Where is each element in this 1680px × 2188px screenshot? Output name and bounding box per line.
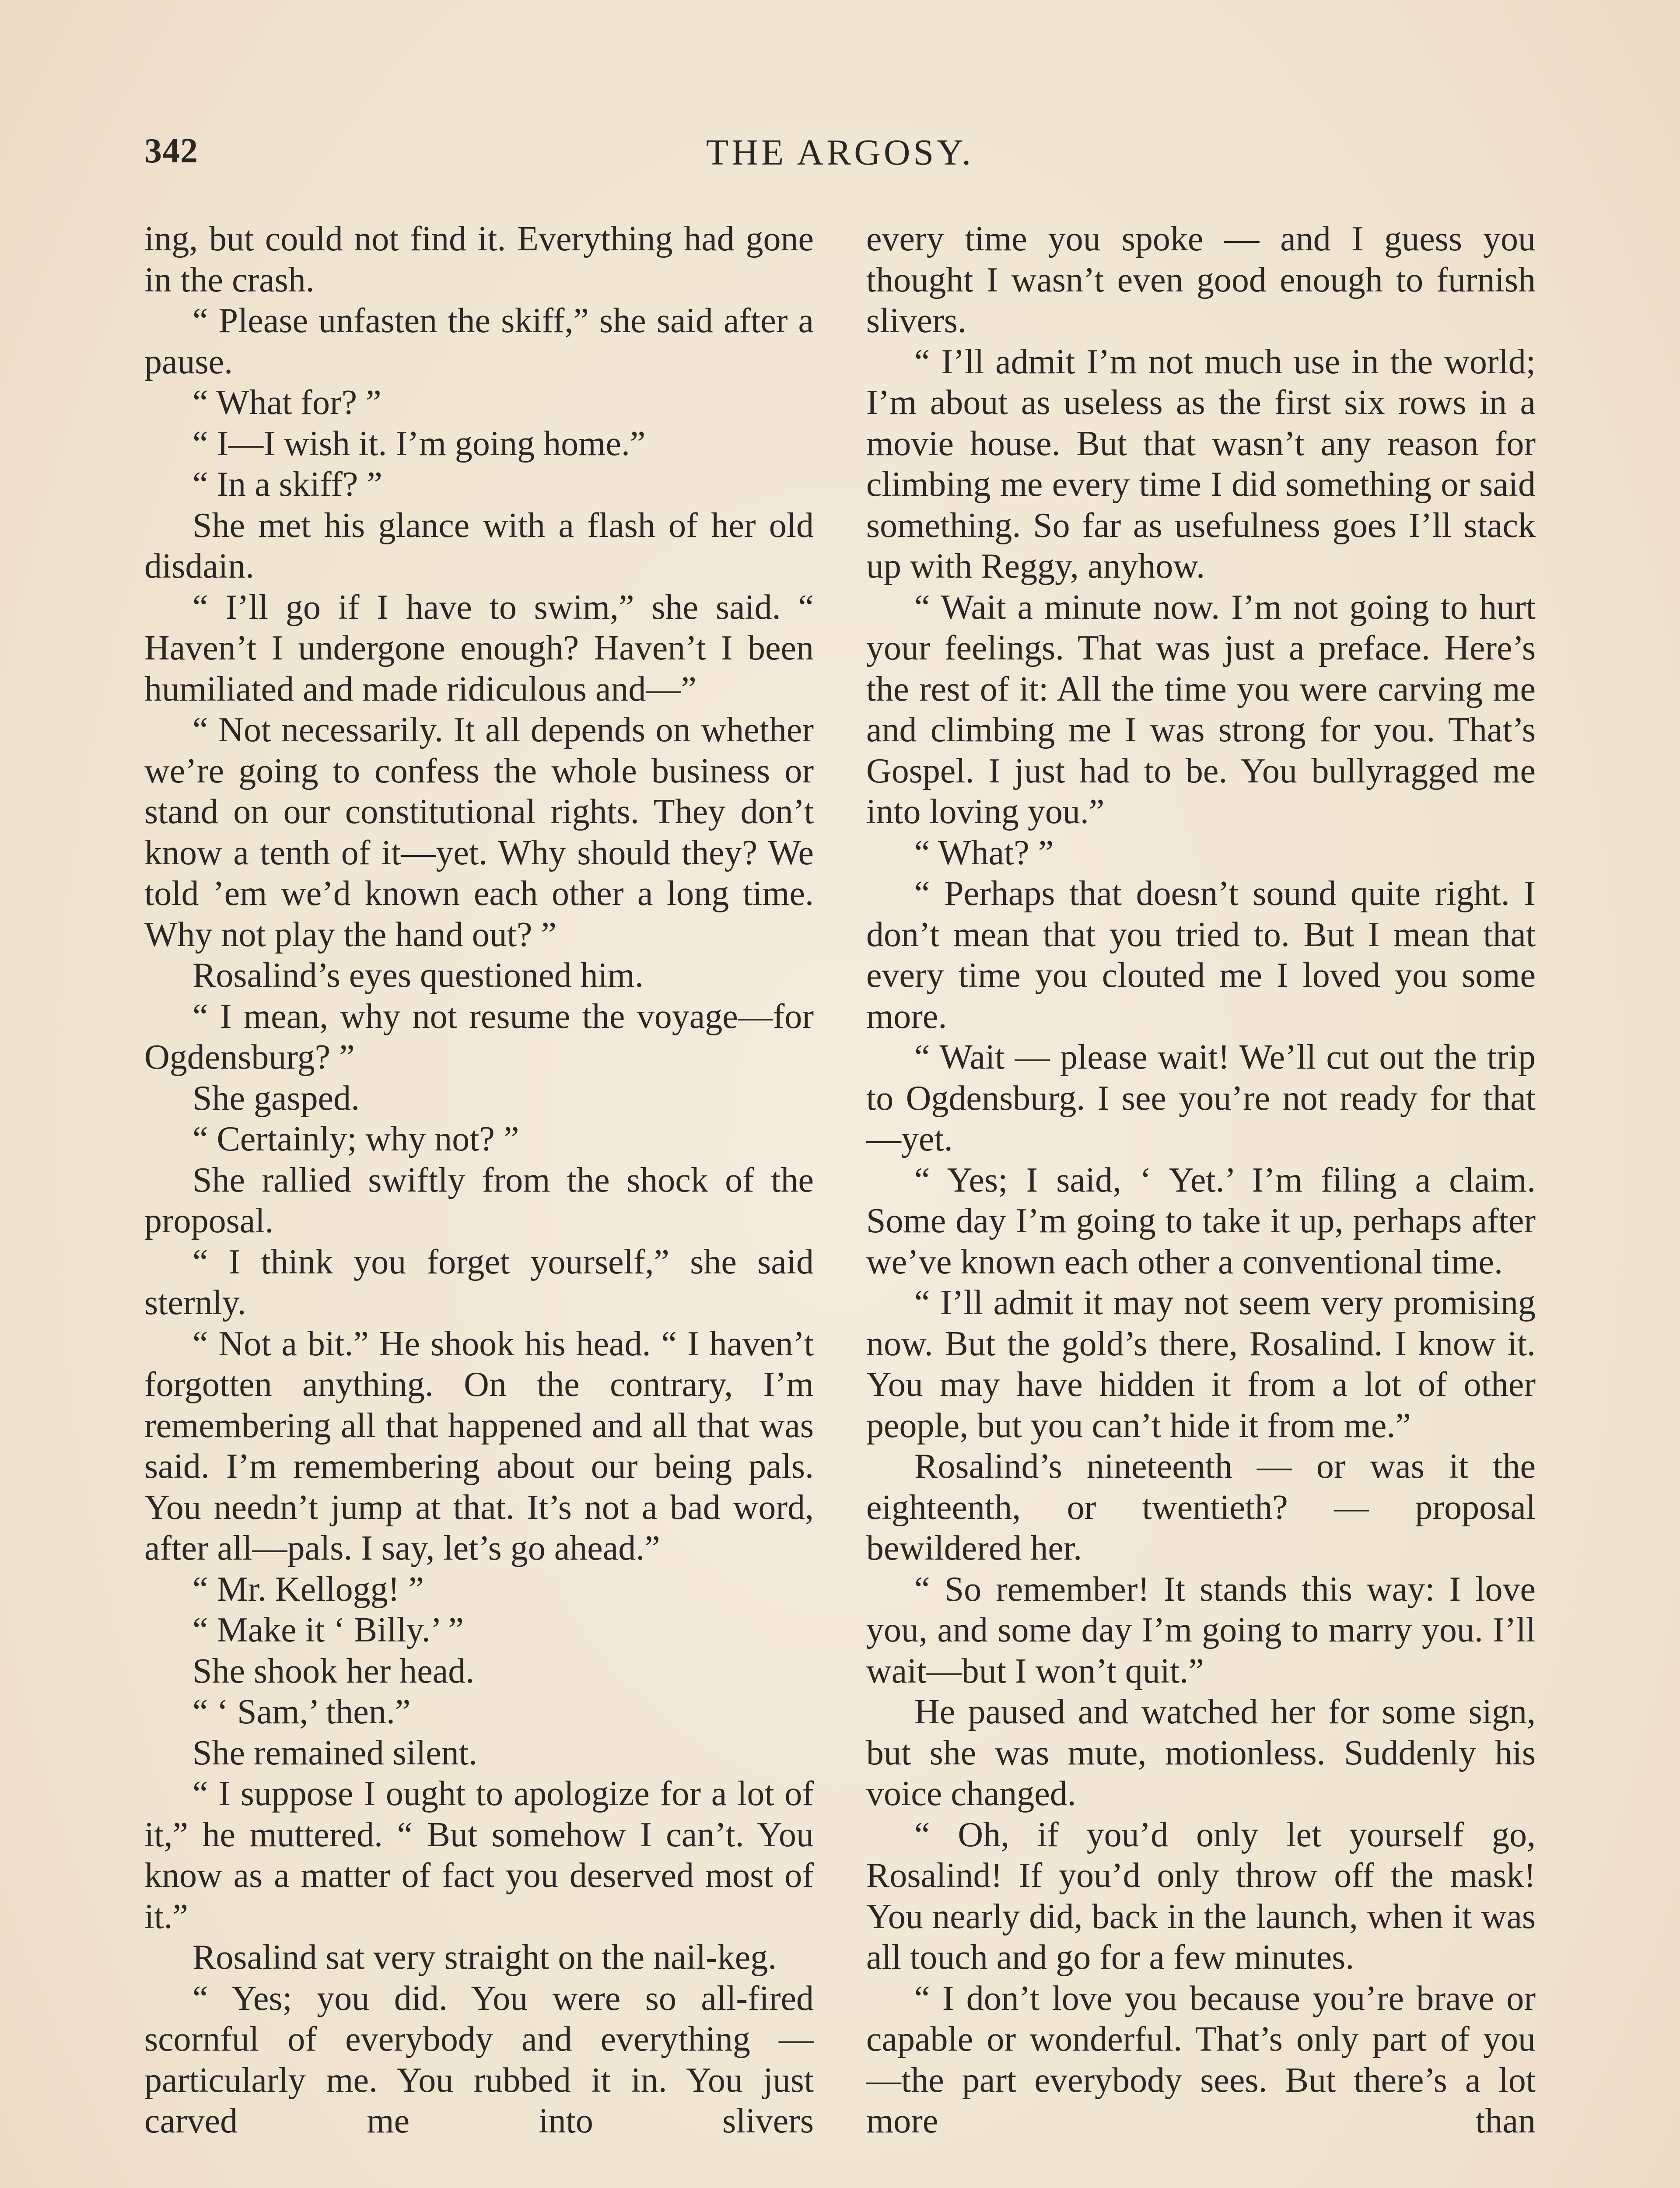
paragraph: “ Certainly; why not? ” <box>192 1120 519 1158</box>
paragraph: “ I think you forget yourself,” she said sternly. <box>144 1242 814 1322</box>
paragraph: “ Mr. Kellogg! ” <box>192 1570 424 1609</box>
paragraph: She shook her head. <box>192 1652 475 1690</box>
paragraph: “ I—I wish it. I’m going home.” <box>192 424 646 463</box>
paragraph: “ Please unfasten the skiff,” she said after a pause. <box>144 302 814 381</box>
paragraph: “ I’ll admit I’m not much use in the world; I’m about as useless as the first six rows in a movie house. But that wasn’t any reason for climbing me every time I did something or said something. So far as usefulness goes I’ll stack up with Reggy, anyhow. <box>866 342 1536 586</box>
paragraph: She rallied swiftly from the shock of the proposal. <box>144 1161 814 1240</box>
paragraph: He paused and watched her for some sign, but she was mute, motionless. Suddenly his voice changed. <box>866 1693 1536 1813</box>
paragraph: ing, but could not find it. Everything had gone in the crash. <box>144 220 814 299</box>
paragraph: “ I’ll go if I have to swim,” she said. “ Haven’t I undergone enough? Haven’t I been humiliated and made ridiculous and—” <box>144 588 814 708</box>
paragraph: Rosalind’s eyes questioned him. <box>192 956 644 995</box>
page-number: 342 <box>144 132 198 170</box>
paragraph: “ In a skiff? ” <box>192 465 382 504</box>
paragraph: every time you spoke — and I guess you thought I wasn’t even good enough to furnish slivers. <box>866 220 1536 340</box>
paragraph: “ I’ll admit it may not seem very promising now. But the gold’s there, Rosalind. I know it. You may have hidden it from a lot of other people, but you can’t hide it from me.” <box>866 1283 1536 1445</box>
paragraph: Rosalind’s nineteenth — or was it the eighteenth, or twentieth? — proposal bewildered her. <box>866 1447 1536 1567</box>
paragraph: “ What? ” <box>914 833 1054 872</box>
paragraph: “ ‘ Sam,’ then.” <box>192 1693 411 1731</box>
paragraph: She remained silent. <box>192 1733 477 1772</box>
paragraph: “ I mean, why not resume the voyage—for Ogdensburg? ” <box>144 997 814 1076</box>
paragraph: “ Wait — please wait! We’ll cut out the trip to Ogdensburg. I see you’re not ready for that—yet. <box>866 1038 1536 1158</box>
paragraph: “ Perhaps that doesn’t sound quite right. I don’t mean that you tried to. But I mean that every time you clouted me I loved you some more. <box>866 874 1536 1036</box>
paragraph: “ Yes; I said, ‘ Yet.’ I’m filing a claim. Some day I’m going to take it up, perhaps after we’ve known each other a conventional time. <box>866 1161 1536 1281</box>
paragraph: “ I don’t love you because you’re brave or capable or wonderful. That’s only part of you—the part everybody sees. But there’s a lot more than <box>866 1979 1536 2140</box>
paragraph: “ Yes; you did. You were so all-fired scornful of everybody and everything — particularly me. You rubbed it in. You just carved me into slivers <box>144 1979 814 2140</box>
right-column <box>866 219 1536 2142</box>
paragraph: “ I suppose I ought to apologize for a lot of it,” he muttered. “ But somehow I can’t. You know as a matter of fact you deserved most of it.” <box>144 1774 814 1936</box>
paragraph: She gasped. <box>192 1079 360 1118</box>
paragraph: “ Oh, if you’d only let yourself go, Rosalind! If you’d only throw off the mask! You nearly did, back in the launch, when it was all touch and go for a few minutes. <box>866 1815 1536 1977</box>
paragraph: Rosalind sat very straight on the nail-keg. <box>192 1938 777 1977</box>
paragraph: “ What for? ” <box>192 383 382 422</box>
paragraph: She met his glance with a flash of her old disdain. <box>144 506 814 586</box>
left-column <box>144 219 814 2142</box>
paragraph: “ So remember! It stands this way: I love you, and some day I’m going to marry you. I’ll wait—but I won’t quit.” <box>866 1570 1536 1690</box>
page-header <box>144 131 1536 184</box>
paragraph: “ Not necessarily. It all depends on whether we’re going to confess the whole business or stand on our constitutional rights. They don’t know a tenth of it—yet. Why should they? We told ’em we’d known each other a long time. Why not play the hand out? ” <box>144 711 814 954</box>
paragraph: “ Make it ‘ Billy.’ ” <box>192 1611 464 1649</box>
paragraph: “ Not a bit.” He shook his head. “ I haven’t forgotten anything. On the contrary, I’m remembering all that happened and all that was said. I’m remembering about our being pals. You needn’t jump at that. It’s not a bad word, after all—pals. I say, let’s go ahead.” <box>144 1324 814 1567</box>
paragraph: “ Wait a minute now. I’m not going to hurt your feelings. That was just a preface. Here’s the rest of it: All the time you were carving me and climbing me I was strong for you. That’s Gospel. I just had to be. You bullyragged me into loving you.” <box>866 588 1536 831</box>
running-title: THE ARGOSY. <box>706 132 974 173</box>
